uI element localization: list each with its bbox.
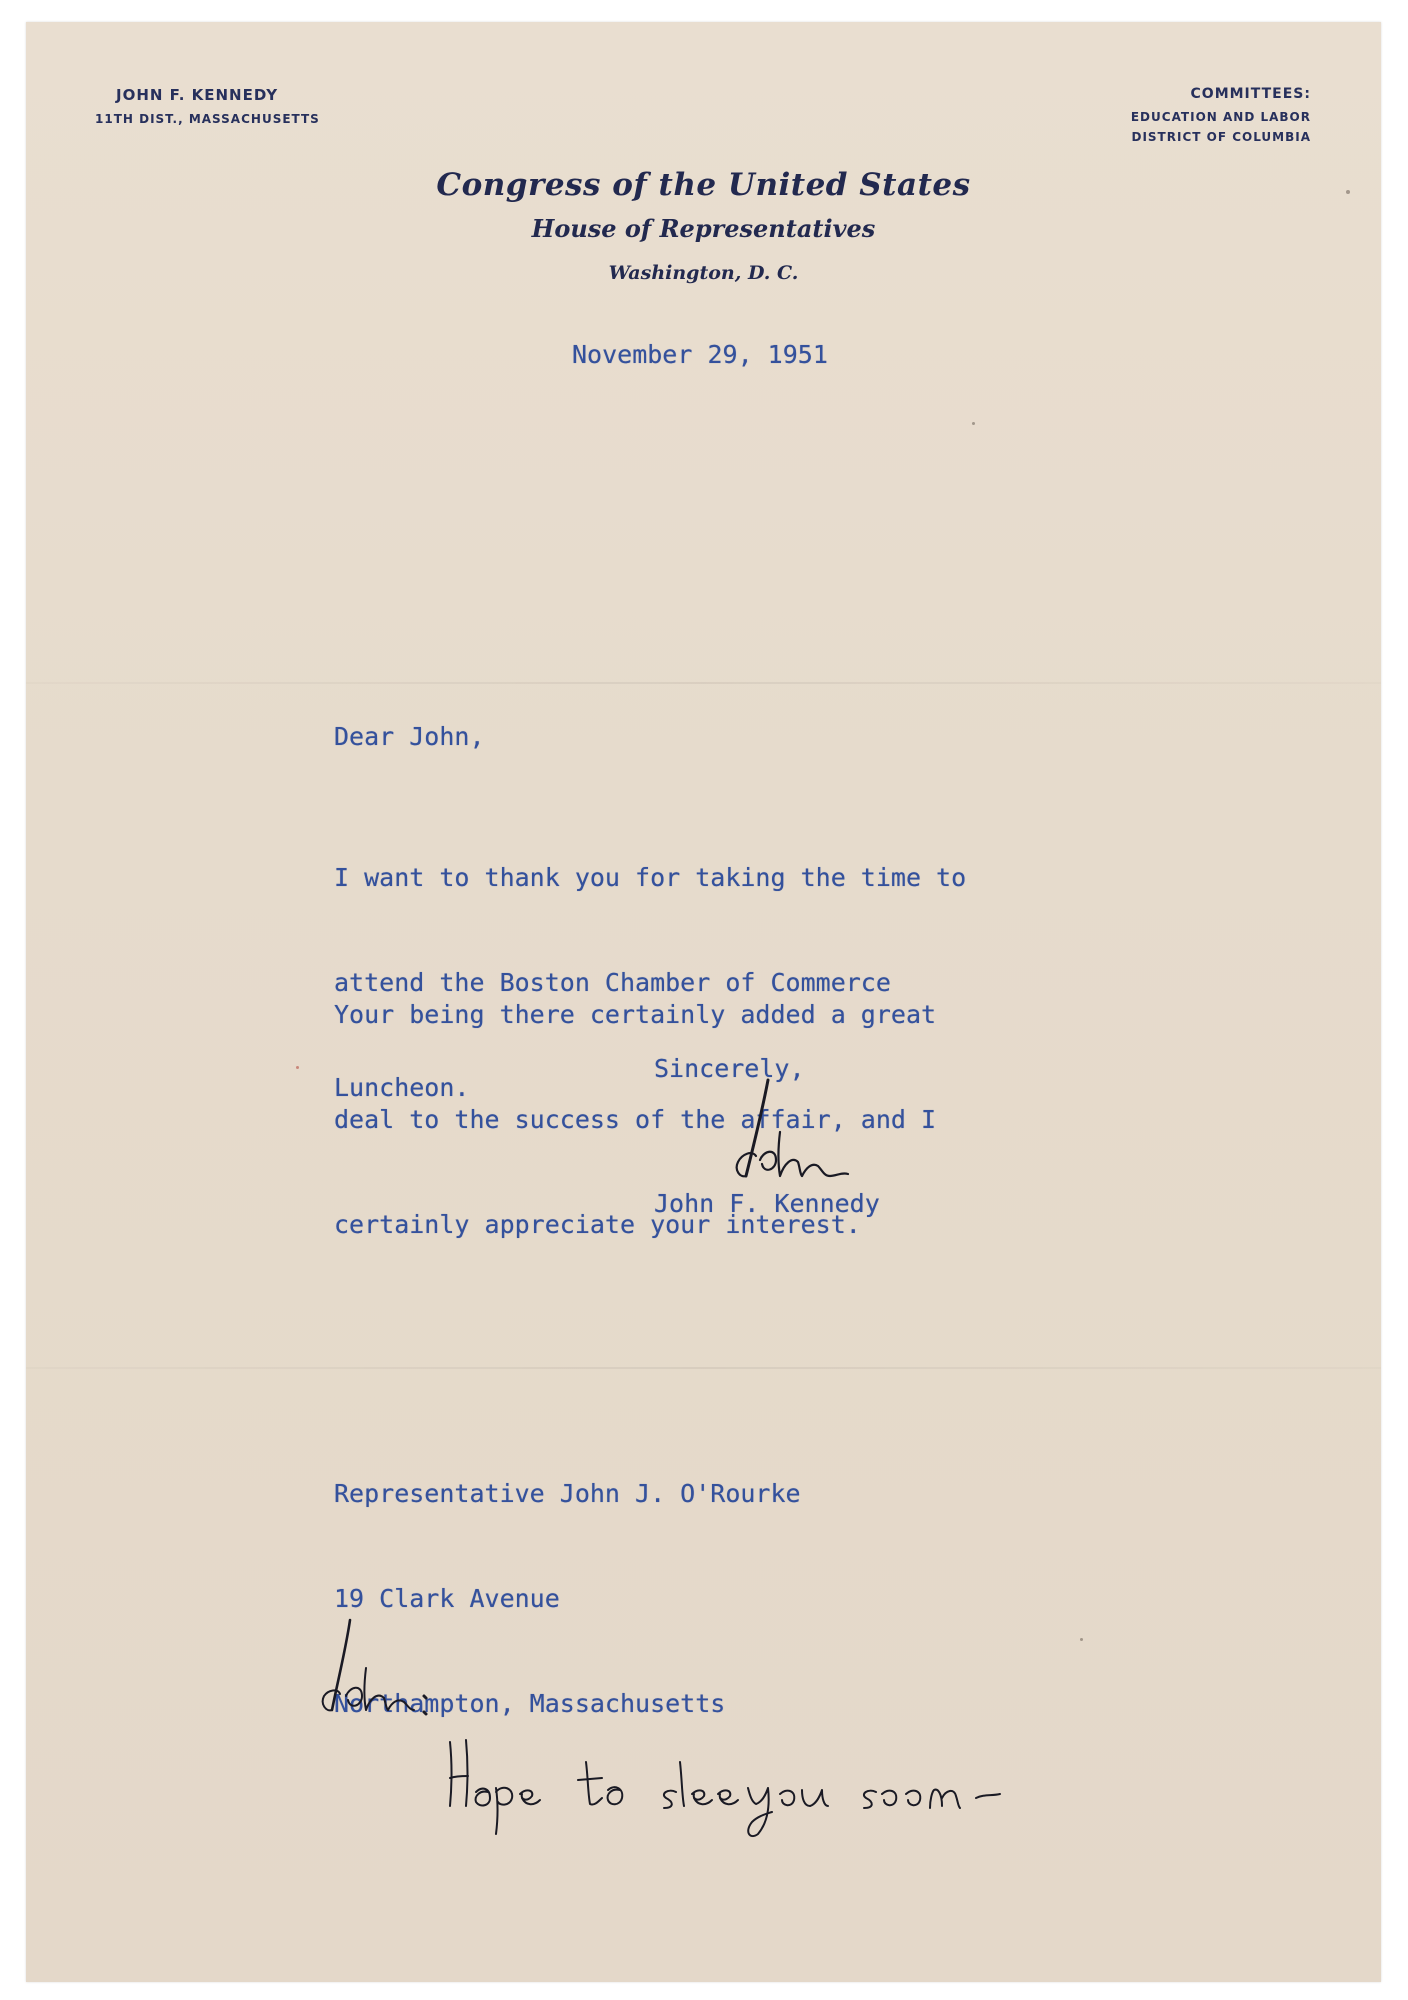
letterhead-institution: Congress of the United States <box>436 167 971 203</box>
paper-speck <box>1346 190 1350 194</box>
letterhead-city: Washington, D. C. <box>608 262 799 284</box>
fold-line <box>26 1367 1381 1369</box>
handwritten-signature <box>716 1072 876 1192</box>
salutation: Dear John, <box>334 722 485 751</box>
letterhead-district: 11TH DIST., MASSACHUSETTS <box>95 112 320 126</box>
body-line: I want to thank you for taking the time to <box>334 863 967 892</box>
letter-sheet <box>26 22 1381 1982</box>
body-line: deal to the success of the affair, and I <box>334 1105 937 1134</box>
fold-line <box>26 682 1381 684</box>
address-line: Representative John J. O'Rourke <box>334 1479 801 1508</box>
body-line: Your being there certainly added a great <box>334 1000 937 1029</box>
letterhead-committee: EDUCATION AND LABOR <box>1130 110 1311 124</box>
letterhead-committees-title: COMMITTEES: <box>1190 86 1311 102</box>
address-line: 19 Clark Avenue <box>334 1584 560 1613</box>
letter-date: November 29, 1951 <box>572 340 828 369</box>
body-line: Luncheon. <box>334 1073 470 1102</box>
address-line: Northampton, Massachusetts <box>334 1689 726 1718</box>
paper-speck <box>972 422 975 425</box>
handwritten-postscript <box>436 1722 1056 1842</box>
letterhead-committee: DISTRICT OF COLUMBIA <box>1131 130 1311 144</box>
paper-speck <box>296 1066 299 1069</box>
body-line: certainly appreciate your interest. <box>334 1210 861 1239</box>
letterhead-name: JOHN F. KENNEDY <box>116 86 279 104</box>
letterhead-chamber: House of Representatives <box>531 214 876 243</box>
body-line: attend the Boston Chamber of Commerce <box>334 968 891 997</box>
typed-signature-name: John F. Kennedy <box>654 1189 880 1218</box>
closing: Sincerely, <box>654 1054 805 1083</box>
paper-speck <box>1080 1638 1083 1641</box>
handwritten-greeting <box>308 1612 468 1732</box>
